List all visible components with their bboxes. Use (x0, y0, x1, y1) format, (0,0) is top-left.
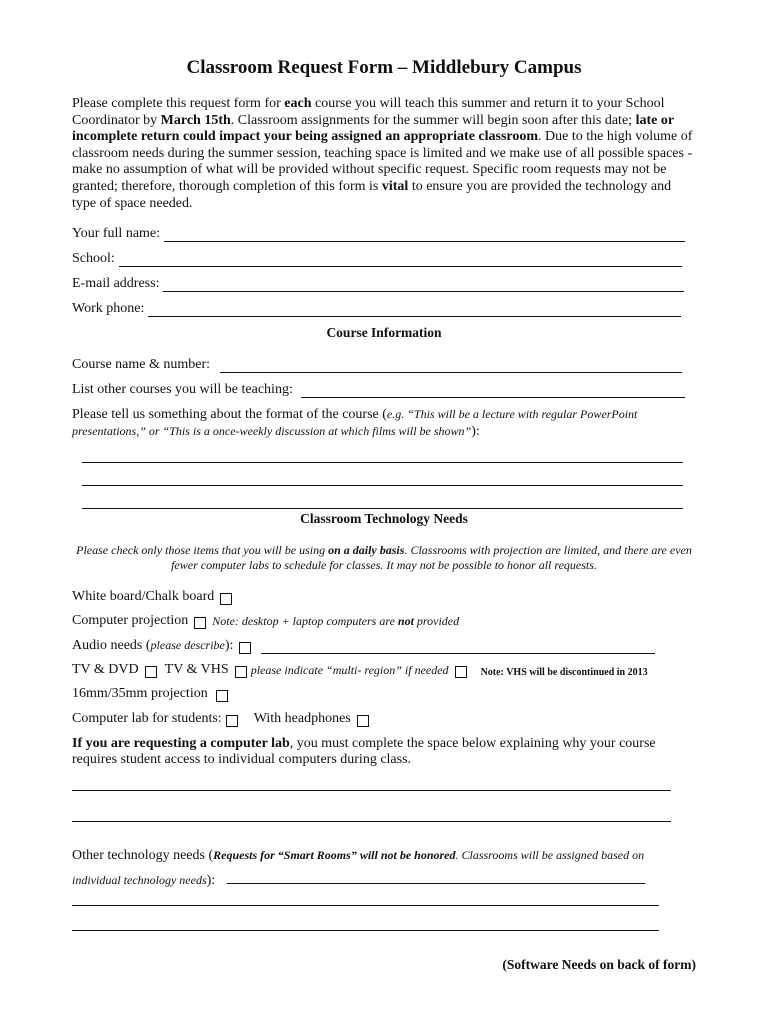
other-tech-field[interactable] (227, 871, 645, 884)
headphones-label: With headphones (253, 711, 351, 726)
whiteboard-row (72, 589, 232, 605)
format-label: Please tell us something about the format of the course ( (72, 407, 387, 422)
tech-note-bold: on a daily basis (328, 543, 405, 557)
intro-text: Please complete this request form for (72, 96, 285, 111)
other-tech-italic: . Classrooms will be assigned based on individual technology needs (72, 848, 645, 887)
format-answer-line-3[interactable] (82, 508, 683, 509)
other-tech-line-1[interactable] (72, 905, 659, 906)
tv-row (72, 662, 648, 678)
course-name-field[interactable] (220, 358, 682, 373)
lab-explanation-paragraph (72, 736, 692, 768)
course-info-heading: Course Information (326, 325, 442, 340)
whiteboard-checkbox[interactable] (220, 593, 232, 605)
other-tech-text: Other technology needs ( (72, 848, 214, 863)
other-tech-paragraph (72, 843, 672, 893)
projection-checkbox[interactable] (194, 617, 206, 629)
school-row (72, 251, 682, 267)
format-answer-line-1[interactable] (82, 462, 683, 463)
audio-row (72, 638, 655, 654)
other-tech-line-2[interactable] (72, 930, 659, 931)
work-phone-field[interactable] (148, 302, 681, 317)
form-title: Classroom Request Form – Middlebury Campus (186, 57, 582, 78)
headphones-checkbox[interactable] (357, 715, 369, 727)
other-courses-field[interactable] (301, 383, 685, 398)
vhs-note: Note: VHS will be discontinued in 2013 (480, 667, 648, 678)
intro-text: to ensure you are provided the technology and type of space needed. (72, 178, 672, 211)
school-label: School: (72, 251, 115, 266)
full-name-label: Your full name: (72, 226, 161, 241)
film-checkbox[interactable] (216, 690, 228, 702)
audio-label-italic: please describe (150, 638, 225, 652)
whiteboard-label: White board/Chalk board (72, 589, 215, 604)
lab-label: Computer lab for students: (72, 711, 222, 726)
format-label-close: ): (471, 424, 480, 439)
format-answer-line-2[interactable] (82, 485, 683, 486)
region-note: please indicate “multi- region” if needed (250, 663, 449, 677)
lab-answer-line-1[interactable] (72, 790, 671, 791)
school-field[interactable] (119, 252, 682, 267)
tv-vhs-label: TV & VHS (164, 662, 229, 677)
footer-note: (Software Needs on back of form) (502, 957, 696, 972)
film-label: 16mm/35mm projection (72, 686, 208, 701)
course-name-row (72, 357, 682, 373)
other-tech-text: ): (206, 873, 216, 888)
work-phone-label: Work phone: (72, 301, 145, 316)
other-courses-row (72, 382, 685, 398)
projection-row (72, 613, 459, 629)
full-name-row (72, 226, 685, 242)
course-name-label: Course name & number: (72, 357, 211, 372)
audio-label (72, 638, 233, 654)
intro-bold: March 15th (160, 112, 231, 128)
projection-label: Computer projection (72, 613, 189, 628)
lab-checkbox[interactable] (226, 715, 238, 727)
intro-bold: late or incomplete return could impact your being assigned an appropriate classroom (72, 112, 674, 145)
tv-dvd-checkbox[interactable] (145, 666, 157, 678)
tech-note-text: Please check only those items that you will be using (76, 543, 329, 557)
lab-para-text: , you must complete the space below explaining why your course requires student access to individual computers during class. (72, 736, 656, 767)
email-label: E-mail address: (72, 276, 160, 291)
intro-paragraph (72, 96, 696, 212)
projection-note-text: Note: desktop + laptop computers are (212, 614, 398, 628)
format-question (72, 406, 712, 440)
tech-needs-heading: Classroom Technology Needs (300, 511, 468, 526)
projection-note-text: provided (413, 614, 460, 628)
lab-answer-line-2[interactable] (72, 821, 671, 822)
projection-note-bold: not (397, 614, 414, 628)
audio-label-text: Audio needs ( (72, 638, 151, 653)
audio-label-text: ): (224, 638, 234, 653)
intro-text: . Due to the high volume of classroom needs during the summer session, teaching space is limited and we make use of all possible spaces - make no assumption of what will be provided without specific request. Specific room requests may not be granted; therefore, thorough completion of this form is (72, 129, 693, 194)
film-row (72, 686, 228, 702)
other-tech-bold: Requests for “Smart Rooms” will not be honored (213, 848, 456, 862)
intro-text: course you will teach this summer and return it to your School Coordinator by (72, 96, 665, 128)
full-name-field[interactable] (164, 227, 685, 242)
intro-bold: each (284, 96, 312, 111)
lab-para-bold: If you are requesting a computer lab (72, 736, 290, 751)
other-courses-label: List other courses you will be teaching: (72, 382, 293, 397)
tv-dvd-label: TV & DVD (72, 662, 139, 677)
projection-note (212, 614, 459, 629)
tech-note-text: . Classrooms with projection are limited, and there are even fewer computer labs to schedule for classes. It may not be possible to honor all requests. (171, 543, 692, 572)
email-field[interactable] (163, 277, 684, 292)
work-phone-row (72, 301, 681, 317)
lab-row (72, 711, 369, 727)
format-example: e.g. “This will be a lecture with regular PowerPoint presentations,” or “This is a once-weekly discussion at which films will be shown” (72, 407, 638, 438)
multi-region-checkbox[interactable] (455, 666, 467, 678)
intro-bold: vital (381, 178, 409, 194)
tv-vhs-checkbox[interactable] (235, 666, 247, 678)
audio-description-field[interactable] (261, 639, 655, 654)
audio-checkbox[interactable] (239, 642, 251, 654)
email-row (72, 276, 684, 292)
intro-text: . Classroom assignments for the summer will begin soon after this date; (230, 112, 636, 128)
tech-needs-note (66, 543, 702, 573)
